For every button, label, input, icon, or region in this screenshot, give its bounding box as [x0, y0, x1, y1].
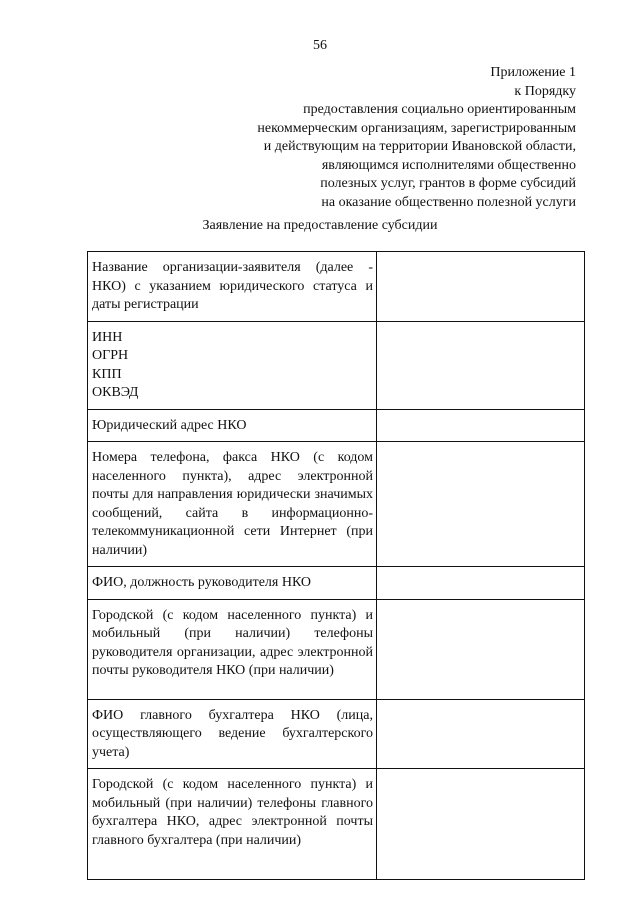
- table-row: [88, 769, 585, 880]
- table-row: [88, 442, 585, 567]
- table-row: [88, 252, 585, 322]
- appendix-line: Приложение 1: [490, 65, 576, 80]
- field-label-cell: [88, 699, 377, 769]
- appendix-line: полезных услуг, грантов в форме субсидий: [320, 176, 576, 191]
- table-row: [88, 699, 585, 769]
- field-label: Городской (с кодом населенного пункта) и мобильный (при наличии) телефоны главного бухгалтера НКО, адрес электронной почты главного бухгалтера (при наличии): [92, 777, 373, 848]
- field-value-cell[interactable]: [377, 321, 585, 409]
- field-value-cell[interactable]: [377, 699, 585, 769]
- field-label-cell: [88, 769, 377, 880]
- field-label-cell: [88, 599, 377, 699]
- appendix-line: являющимся исполнителями общественно: [321, 157, 576, 173]
- application-form-table: [87, 251, 585, 880]
- field-label: ФИО главного бухгалтера НКО (лица, осуществляющего ведение бухгалтерского учета): [92, 707, 373, 760]
- table-row: [88, 599, 585, 699]
- table-row: [88, 409, 585, 442]
- field-value-cell[interactable]: [377, 567, 585, 600]
- appendix-line: на оказание общественно полезной услуги: [321, 194, 576, 210]
- field-value-cell[interactable]: [377, 252, 585, 322]
- field-label: Городской (с кодом населенного пункта) и мобильный (при наличии) телефоны руководителя организации, адрес электронной почты руководителя НКО (при наличии): [92, 607, 373, 678]
- field-label-cell: [88, 567, 377, 600]
- field-value-cell[interactable]: [377, 769, 585, 880]
- appendix-line: к Порядку: [514, 83, 576, 99]
- field-label: Юридический адрес НКО: [92, 417, 247, 433]
- document-title: Заявление на предоставление субсидии: [202, 218, 438, 233]
- field-label-cell: [88, 252, 377, 322]
- field-label: Номера телефона, факса НКО (с кодом населенного пункта), адрес электронной почты для направления юридически значимых сообщений, сайта в информационно-телекоммуникационной сети Интернет (при наличии): [92, 450, 373, 558]
- field-value-cell[interactable]: [377, 442, 585, 567]
- field-label: Название организации-заявителя (далее - НКО) с указанием юридического статуса и даты регистрации: [92, 260, 373, 312]
- appendix-line: некоммерческим организациям, зарегистрированным: [257, 120, 576, 136]
- field-label: ОКВЭД: [92, 385, 139, 400]
- field-value-cell[interactable]: [377, 409, 585, 442]
- appendix-line: и действующим на территории Ивановской области,: [263, 139, 576, 154]
- table-row: [88, 567, 585, 600]
- appendix-line: предоставления социально ориентированным: [303, 102, 576, 117]
- field-label-cell: [88, 442, 377, 567]
- field-label-cell: [88, 409, 377, 442]
- field-label: ИНН: [92, 329, 123, 345]
- field-label: ОГРН: [92, 348, 129, 363]
- appendix-header: [156, 64, 576, 212]
- field-label: КПП: [92, 366, 122, 382]
- field-label: ФИО, должность руководителя НКО: [92, 575, 312, 590]
- field-label-cell: [88, 321, 377, 409]
- table-row: [88, 321, 585, 409]
- page-number: 56: [313, 38, 327, 53]
- field-value-cell[interactable]: [377, 599, 585, 699]
